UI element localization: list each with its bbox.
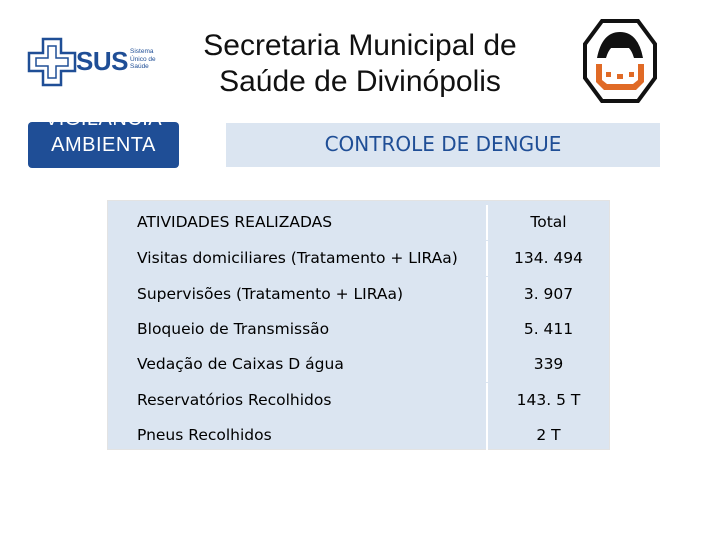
total-cell: 2 T	[536, 426, 561, 444]
title-line-2: Saúde de Divinópolis	[219, 65, 501, 98]
sus-logo-text: SUS	[76, 46, 128, 76]
vigilancia-ambiental-badge	[28, 108, 179, 168]
activity-cell: Pneus Recolhidos	[137, 426, 272, 444]
badge-line-main: AMBIENTA	[51, 134, 156, 156]
activities-table	[107, 200, 610, 450]
total-cell: 143. 5 T	[516, 391, 581, 409]
table-row	[108, 383, 609, 418]
table-header-row	[108, 205, 609, 240]
activity-cell: Supervisões (Tratamento + LIRAa)	[137, 285, 404, 303]
sus-logo-subtext: Sistema Único de Saúde	[130, 48, 156, 70]
title-line-1: Secretaria Municipal de	[203, 29, 517, 62]
sus-logo	[26, 36, 166, 88]
activity-cell: Vedação de Caixas D água	[137, 355, 344, 373]
table-row	[108, 312, 609, 347]
table-row	[108, 241, 609, 276]
activity-cell: Reservatórios Recolhidos	[137, 391, 332, 409]
page-title	[170, 28, 550, 100]
total-cell: 3. 907	[523, 285, 574, 303]
table-row	[108, 277, 609, 312]
municipal-emblem-icon	[582, 18, 658, 104]
banner-title: CONTROLE DE DENGUE	[324, 132, 562, 156]
sus-cross-icon	[26, 36, 78, 88]
total-cell: 339	[533, 355, 564, 373]
badge-line-top: VIGILÂNCIA	[44, 108, 163, 130]
activity-cell: Bloqueio de Transmissão	[137, 320, 330, 338]
column-header-total: Total	[530, 213, 567, 231]
section-banner	[226, 123, 660, 167]
total-cell: 5. 411	[523, 320, 574, 338]
activity-cell: Visitas domiciliares (Tratamento + LIRAa)	[137, 249, 458, 267]
table-row	[108, 418, 609, 453]
total-cell: 134. 494	[513, 249, 584, 267]
table-row	[108, 347, 609, 382]
column-header-activities: ATIVIDADES REALIZADAS	[137, 213, 333, 231]
